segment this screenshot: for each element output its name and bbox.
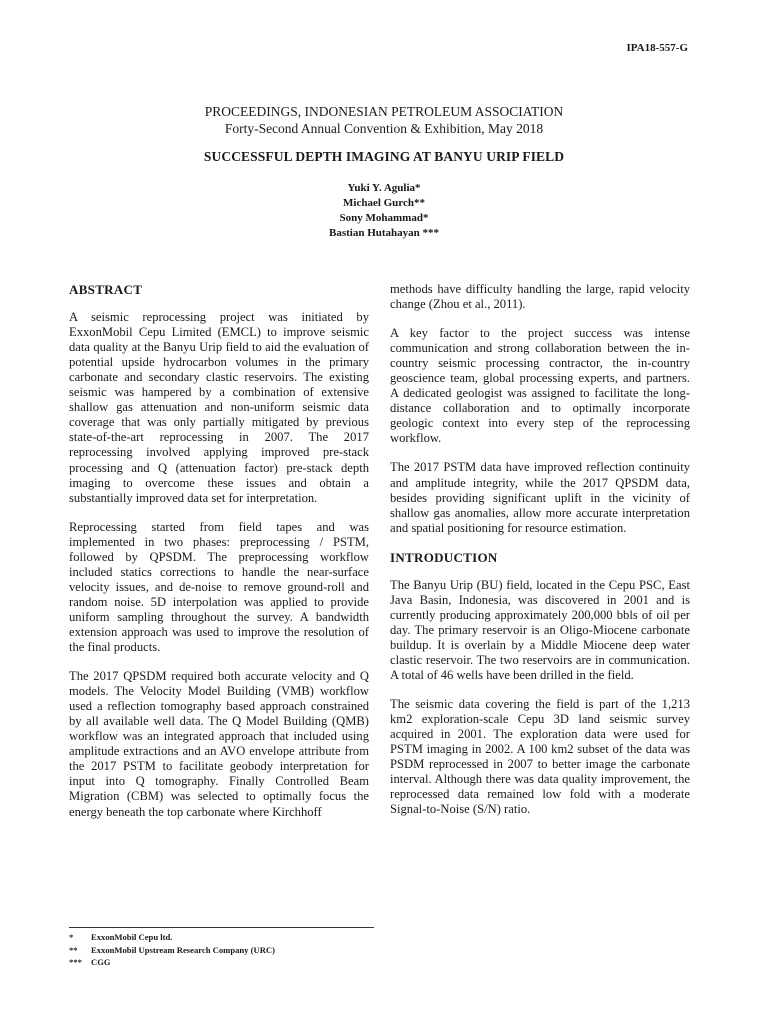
footnote-text: CGG [91, 957, 111, 967]
footnote [69, 944, 275, 957]
abstract-paragraph: methods have difficulty handling the large, rapid velocity change (Zhou et al., 2011). [390, 282, 690, 312]
abstract-paragraph: The 2017 QPSDM required both accurate velocity and Q models. The Velocity Model Building (VMB) workflow used a reflection tomography based approach constrained by all available well data. The Q Model Building (QMB) workflow was an integrated approach that included using amplitude extractions and an AVO envelope attribute from the 2017 PSTM to facilitate geobody interpretation for input into Q tomography. Finally Controlled Beam Migration (CBM) was selected to optimally focus the energy beneath the top carbonate where Kirchhoff [69, 669, 369, 819]
right-column [390, 282, 690, 831]
paper-title: SUCCESSFUL DEPTH IMAGING AT BANYU URIP FIELD [203, 149, 565, 164]
footnote-text: ExxonMobil Upstream Research Company (URC) [91, 944, 275, 955]
footnote-mark: ** [69, 944, 78, 955]
introduction-heading: INTRODUCTION [390, 549, 498, 565]
abstract-paragraph: Reprocessing started from field tapes and was implemented in two phases: preprocessing / PSTM, followed by QPSDM. The preprocessing workflow included statics corrections to handle the near-surface velocity issues, and de-noise to remove ground-roll and random noise. 5D interpolation was applied to provide uniform sampling throughout the survey. A bandwidth extension approach was used to improve the resolution of the final products. [69, 519, 369, 655]
left-column [69, 282, 369, 834]
footnotes [69, 931, 275, 969]
footnote [69, 931, 275, 944]
abstract-paragraph: A key factor to the project success was intense communication and strong collaboration between the in-country seismic processing contractor, the in-country geoscience team, global processing experts, and partners. A dedicated geologist was assigned to facilitate the long-distance collaboration and to optimally incorporate geologic context into every step of the reprocessing workflow. [390, 326, 690, 446]
footnote [69, 956, 275, 969]
author: Michael Gurch** [343, 197, 425, 209]
proceedings-header [0, 103, 768, 137]
abstract-paragraph: A seismic reprocessing project was initiated by ExxonMobil Cepu Limited (EMCL) to improve seismic data quality at the Banyu Urip field to aid the evaluation of potential upside hydrocarbon volumes in the primary carbonate and secondary clastic reservoirs. The existing seismic was hampered by a combination of extensive shallow gas attenuation and non-uniform seismic data coverage that was only partially mitigated by previous state-of-the-art reprocessing in 2007. The 2017 reprocessing involved applying improved pre-stack processing and Q (attenuation factor) pre-stack depth imaging to overcome these issues and obtain a substantially improved data set for interpretation. [69, 310, 369, 505]
author: Yuki Y. Agulia* [347, 182, 421, 194]
footnote-divider [69, 927, 374, 928]
author: Bastian Hutahayan *** [328, 227, 440, 239]
introduction-paragraph: The seismic data covering the field is part of the 1,213 km2 exploration-scale Cepu 3D land seismic survey acquired in 2001. The exploration data were used for PSTM imaging in 2002. A 100 km2 subset of the data was PSDM reprocessed in 2007 to better image the carbonate interval. Although there was data quality improvement, the reprocessed data remained low fold with a moderate Signal-to-Noise (S/N) ratio. [390, 697, 690, 817]
abstract-heading: ABSTRACT [69, 282, 143, 297]
footnote-text: ExxonMobil Cepu ltd. [91, 932, 173, 942]
abstract-paragraph: The 2017 PSTM data have improved reflection continuity and amplitude integrity, while the 2017 QPSDM data, besides providing significant uplift in the vicinity of shallow gas anomalies, allow more accurate interpretation and spatial positioning for resource estimation. [390, 460, 690, 535]
conference-name: Forty-Second Annual Convention & Exhibition, May 2018 [224, 121, 544, 136]
author: Sony Mohammad* [339, 212, 429, 224]
paper-id: IPA18-557-G [626, 42, 688, 54]
footnote-mark: *** [69, 957, 82, 967]
organization-name: PROCEEDINGS, INDONESIAN PETROLEUM ASSOCIATION [204, 104, 564, 119]
author-list [0, 181, 768, 241]
footnote-mark: * [69, 932, 74, 942]
introduction-paragraph: The Banyu Urip (BU) field, located in the Cepu PSC, East Java Basin, Indonesia, was discovered in 2001 and is currently producing approximately 200,000 bbls of oil per day. The primary reservoir is an Oligo-Miocene carbonate buildup. It is overlain by a Middle Miocene deep water clastic reservoir. The two reservoirs are in communication. A total of 46 wells have been drilled in the field. [390, 577, 690, 683]
